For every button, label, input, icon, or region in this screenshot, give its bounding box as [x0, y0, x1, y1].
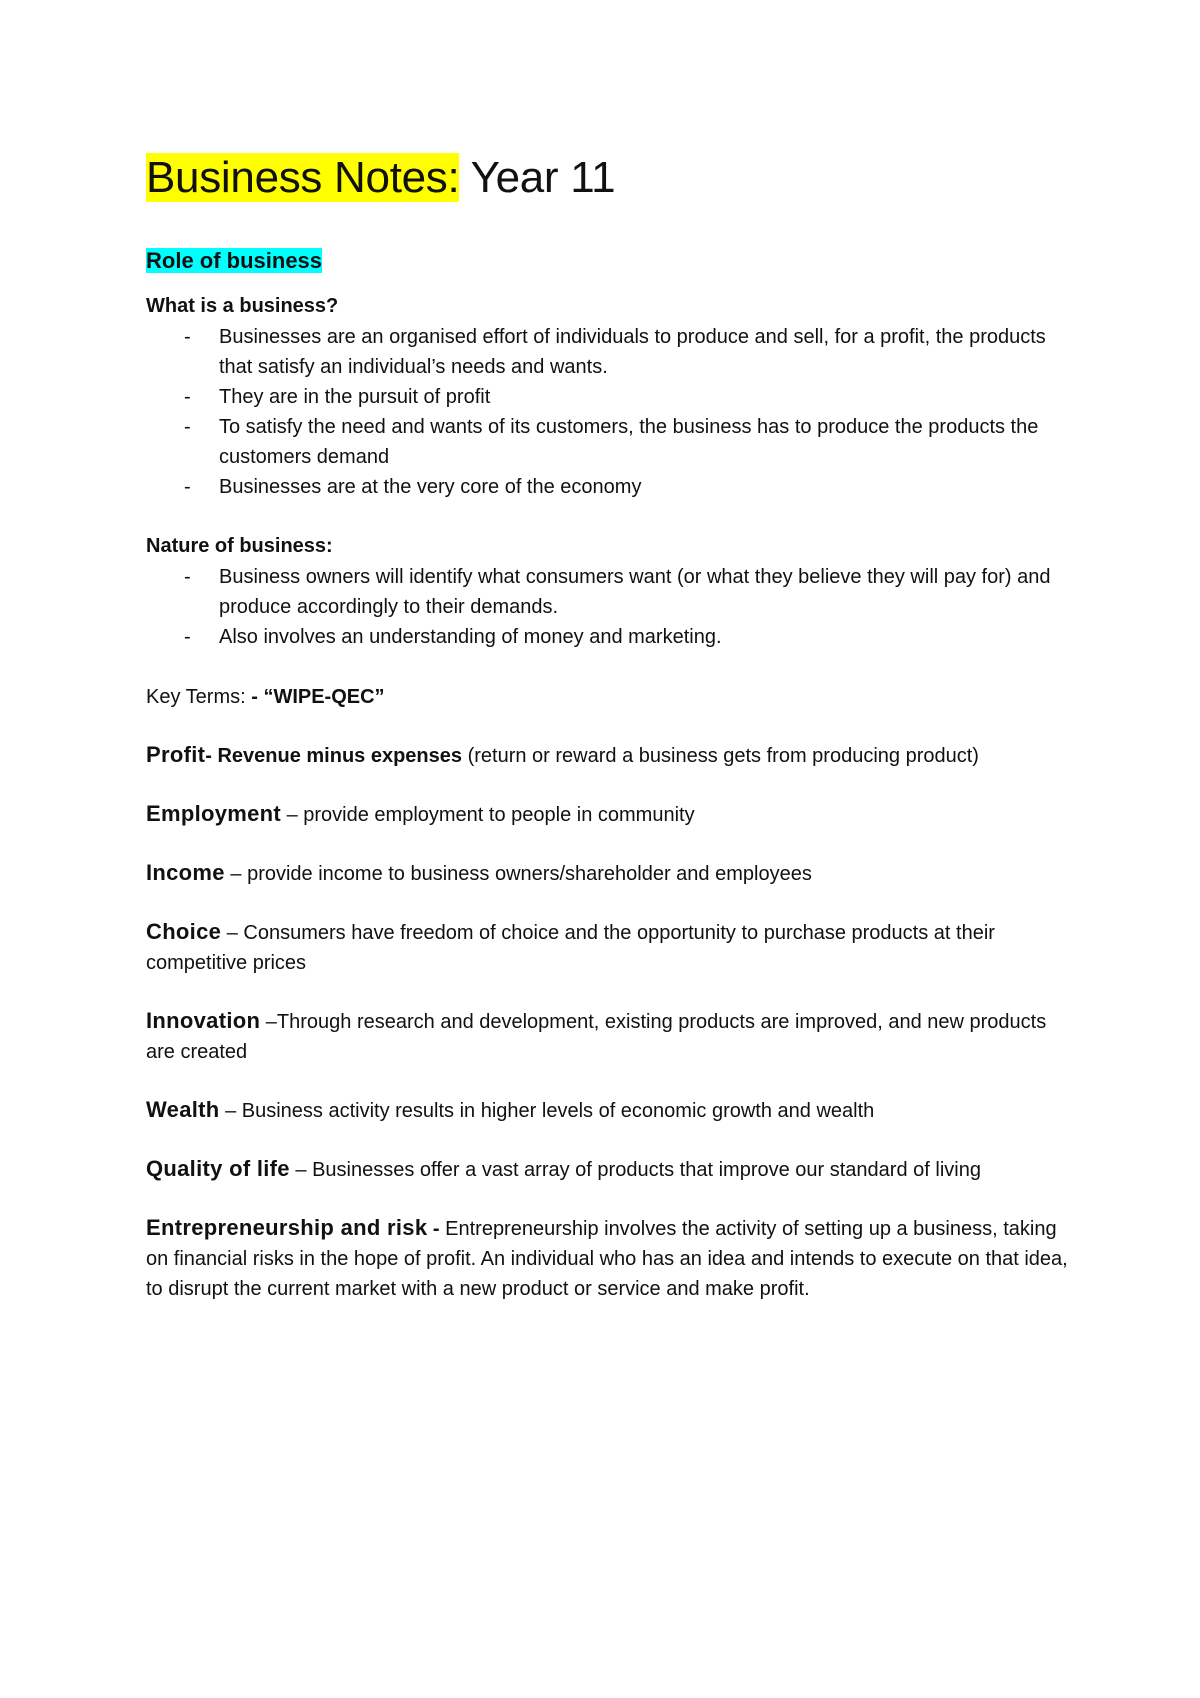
list-item: [146, 622, 1076, 652]
dash-marker: -: [184, 566, 191, 588]
dash-marker: -: [184, 386, 191, 408]
list-item: [146, 562, 1076, 622]
term-name: Profit: [146, 742, 206, 767]
term-subtitle: -: [427, 1218, 440, 1240]
key-terms-acronym: - “WIPE-QEC”: [245, 686, 385, 708]
term-quality-of-life: [146, 1154, 1076, 1185]
question-what-is-business: What is a business?: [146, 295, 339, 317]
term-name: Wealth: [146, 1097, 220, 1122]
term-description: – Business activity results in higher levels of economic growth and wealth: [219, 1100, 875, 1122]
term-name: Innovation: [146, 1008, 261, 1033]
term-wealth: [146, 1095, 1076, 1126]
bullet-text: They are in the pursuit of profit: [219, 386, 491, 408]
term-entrepreneurship: [146, 1213, 1076, 1304]
term-description: (return or reward a business gets from producing product): [462, 745, 979, 767]
term-employment: [146, 799, 1076, 830]
key-terms-label: Key Terms:: [146, 686, 246, 708]
nature-bullet-list: [146, 562, 1076, 652]
what-is-bullet-list: [146, 322, 1076, 502]
term-description: Entrepreneurship involves the activity of setting up a business, taking on financial risks in the hope of profit. An individual who has an idea and intends to execute on that idea, to disrupt the current market with a new product or service and make profit.: [146, 1218, 1068, 1300]
bullet-text: Businesses are an organised effort of individuals to produce and sell, for a profit, the products that satisfy an individual’s needs and wants.: [219, 326, 1046, 378]
term-name: Entrepreneurship and risk: [146, 1215, 428, 1240]
question-nature-of-business: Nature of business:: [146, 535, 333, 557]
term-innovation: [146, 1006, 1076, 1067]
section-heading-highlight: Role of business: [146, 248, 323, 273]
list-item: [146, 412, 1076, 472]
term-name: Employment: [146, 801, 282, 826]
term-subtitle: - Revenue minus expenses: [205, 745, 463, 767]
bullet-text: Also involves an understanding of money and marketing.: [219, 626, 722, 648]
dash-marker: -: [184, 626, 191, 648]
list-item: [146, 472, 1076, 502]
bullet-text: Businesses are at the very core of the economy: [219, 476, 642, 498]
term-description: – provide employment to people in community: [281, 804, 695, 826]
term-choice: [146, 917, 1076, 978]
list-item: [146, 322, 1076, 382]
section-heading-role: [146, 246, 1076, 276]
term-name: Income: [146, 860, 225, 885]
bullet-text: Business owners will identify what consumers want (or what they believe they will pay for) and produce accordingly to their demands.: [219, 566, 1051, 618]
dash-marker: -: [184, 416, 191, 438]
term-description: – Consumers have freedom of choice and the opportunity to purchase products at their competitive prices: [146, 922, 995, 974]
key-terms-line: [146, 682, 1076, 712]
dash-marker: -: [184, 326, 191, 348]
term-description: – provide income to business owners/shareholder and employees: [224, 863, 812, 885]
term-name: Quality of life: [146, 1156, 290, 1181]
term-income: [146, 858, 1076, 889]
term-description: – Businesses offer a vast array of products that improve our standard of living: [289, 1159, 981, 1181]
term-name: Choice: [146, 919, 222, 944]
title-year: Year 11: [459, 153, 616, 202]
document-content: [146, 150, 1076, 1304]
term-profit: [146, 740, 1076, 771]
bullet-text: To satisfy the need and wants of its customers, the business has to produce the products the customers demand: [219, 416, 1039, 468]
title-highlight: Business Notes:: [146, 153, 460, 202]
term-description: –Through research and development, existing products are improved, and new products are created: [146, 1011, 1047, 1063]
page-title: [146, 150, 1076, 206]
dash-marker: -: [184, 476, 191, 498]
list-item: [146, 382, 1076, 412]
